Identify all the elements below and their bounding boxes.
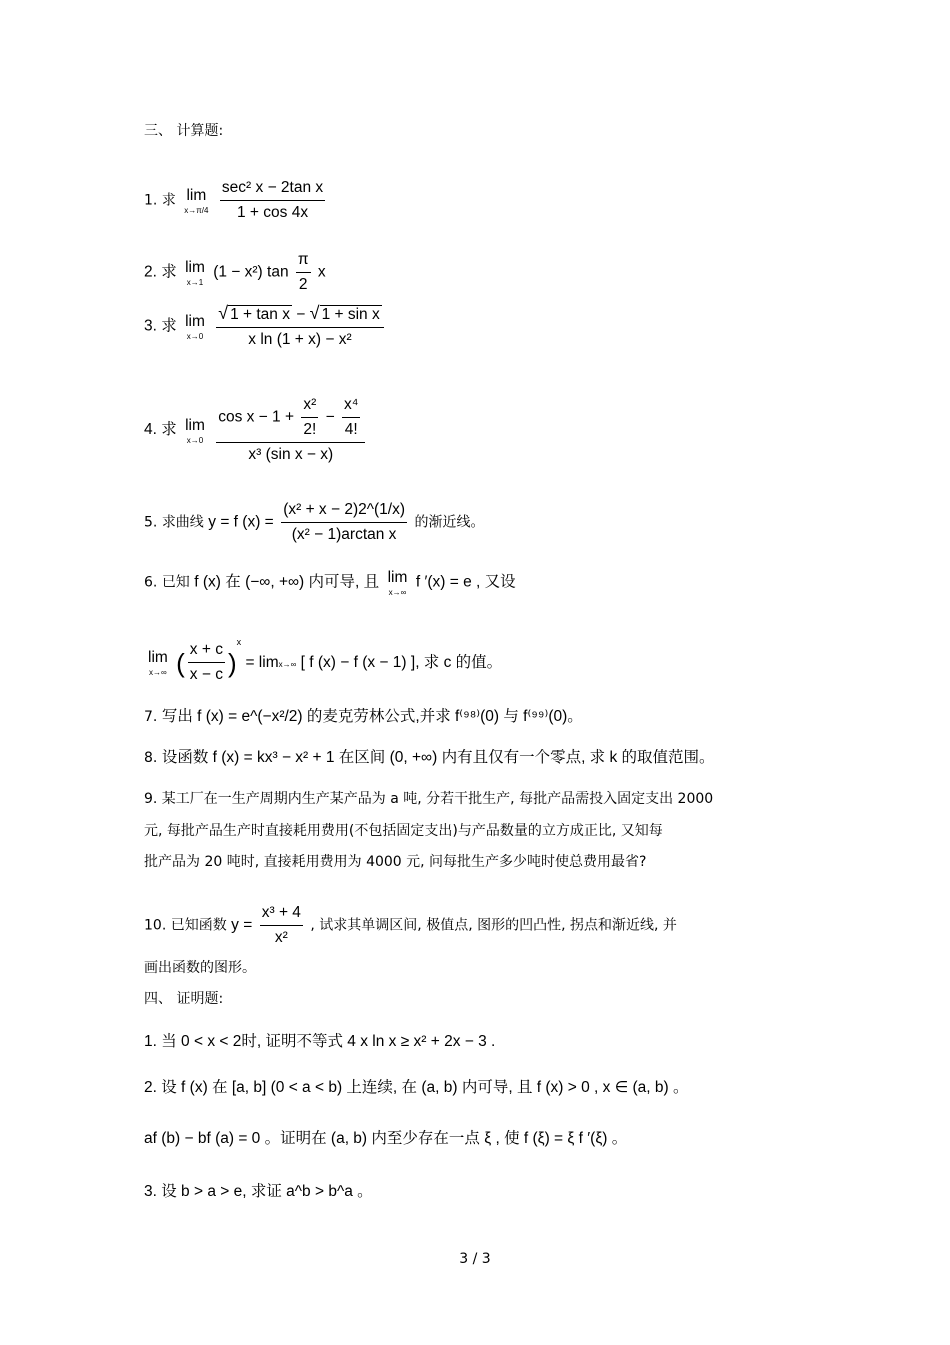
problem-number: 5. <box>144 514 158 531</box>
sqrt-icon: √ <box>309 303 320 323</box>
problem-number: 4. <box>144 421 157 439</box>
problem-number: 7. <box>144 709 158 725</box>
section-3-heading: 三、 计算题: <box>144 123 224 139</box>
fraction: cos x − 1 + $\frac{\text{x²}}{2!}$ − $\frac{\text{x⁴}}{4!}$ x³ (sin x − x) <box>216 395 365 465</box>
fraction: $\frac{x + c}{x - c}$ <box>189 641 223 684</box>
problem-ask: 求 <box>161 421 177 439</box>
section-4-heading: 四、 证明题: <box>144 991 224 1007</box>
left-paren-icon: ( <box>176 647 185 678</box>
problem-5 <box>144 500 484 545</box>
problem-text: 的渐近线。 <box>414 514 485 531</box>
proof-3: 3. 设 b > a > e, 求证 a^b > b^a 。 <box>144 1183 373 1200</box>
problem-6-line-1: 6. 已知 f (x) 在 (−∞, +∞) 内可导, 且 lim x→∞ f ′(x) = e , 又设 <box>144 569 516 597</box>
problem-number: 2. <box>144 263 157 281</box>
fraction: $\frac{\text{x³ + 4}}{\text{x²}}$ <box>261 904 301 946</box>
proof-2-line-2: af (b) − bf (a) = 0 。证明在 (a, b) 内至少存在一点 ξ , 使 f (ξ) = ξ f ′(ξ) 。 <box>144 1130 628 1147</box>
problem-number: 1. <box>144 192 158 209</box>
problem-10-line-2: 画出函数的图形。 <box>144 960 256 976</box>
limit-operator: lim x→0 <box>185 313 205 341</box>
problem-8: 8. 设函数 f (x) = kx³ − x² + 1 在区间 (0, +∞) 内有且仅有一个零点, 求 k 的取值范围。 <box>144 749 715 766</box>
limit-operator: lim x→π/4 <box>184 187 209 215</box>
page-number: 3 / 3 <box>459 1251 491 1267</box>
problem-6-line-2: lim x→∞ ( $\frac{x + c}{x - c}$ )$^x$ = limx→∞ [ f (x) − f (x − 1) ], 求 c 的值。 <box>148 637 503 684</box>
problem-ask: 求 <box>161 317 177 335</box>
expression: (1 − x²) tan <box>213 263 289 281</box>
problem-number: 3. <box>144 317 157 335</box>
limit-operator: lim x→∞ <box>387 569 408 597</box>
problem-3 <box>144 303 387 350</box>
problem-number: 6. <box>144 574 158 591</box>
fraction: $\frac{\text{√ 1 + tan x − √ 1 + sin x}}{\text{x ln (1 + x) − x²}}$ <box>216 303 384 350</box>
problem-9-line-1: 9. 某工厂在一生产周期内生产某产品为 a 吨, 分若干批生产, 每批产品需投入固定支出 2000 <box>144 791 714 807</box>
problem-text: 求曲线 <box>161 514 204 531</box>
proof-2-line-1: 2. 设 f (x) 在 [a, b] (0 < a < b) 上连续, 在 (a, b) 内可导, 且 f (x) > 0 , x ∈ (a, b) 。 <box>144 1079 689 1096</box>
right-paren-icon: ) <box>227 647 237 678</box>
expression: x <box>317 263 326 281</box>
fraction: $\frac{\text{sec² x − 2tan x}}{1 + \cos 4x}$ <box>221 179 324 221</box>
sqrt-icon: √ <box>218 303 229 323</box>
problem-9-line-3: 批产品为 20 吨时, 直接耗用费用为 4000 元, 问每批生产多少吨时使总费用最省? <box>144 854 647 870</box>
problem-9-line-2: 元, 每批产品生产时直接耗用费用(不包括固定支出)与产品数量的立方成正比, 又知每 <box>144 823 663 839</box>
fraction: $\frac{\pi}{2}$ <box>297 251 309 293</box>
problem-1 <box>144 178 328 223</box>
problem-number: 8. <box>144 750 158 766</box>
problem-4 <box>144 395 368 465</box>
limit-operator: lim x→0 <box>185 416 205 445</box>
problem-number: 10. <box>144 917 167 934</box>
limit-operator: lim x→1 <box>185 259 205 287</box>
problem-2 <box>144 250 326 295</box>
problem-7: 7. 写出 f (x) = e^(−x²/2) 的麦克劳林公式,并求 f⁽⁹⁸⁾(0) 与 f⁽⁹⁹⁾(0)。 <box>144 708 583 725</box>
proof-1: 1. 当 0 < x < 2时, 证明不等式 4 x ln x ≥ x² + 2x − 3 . <box>144 1033 496 1050</box>
limit-operator: lim x→∞ <box>148 649 168 678</box>
problem-ask: 求 <box>161 192 176 209</box>
problem-10: 10. 已知函数 y = $\frac{\text{x³ + 4}}{\text{x²}}$ , 试求其单调区间, 极值点, 图形的凹凸性, 拐点和渐近线, 并 <box>144 904 677 946</box>
fraction: $\frac{\text{(x² + x − 2)2\textasciicircum{}(1/x)}}{\text{(x² − 1)arctan x}}$ <box>283 501 406 543</box>
problem-ask: 求 <box>161 263 177 281</box>
expression: y = f (x) = <box>208 513 274 531</box>
